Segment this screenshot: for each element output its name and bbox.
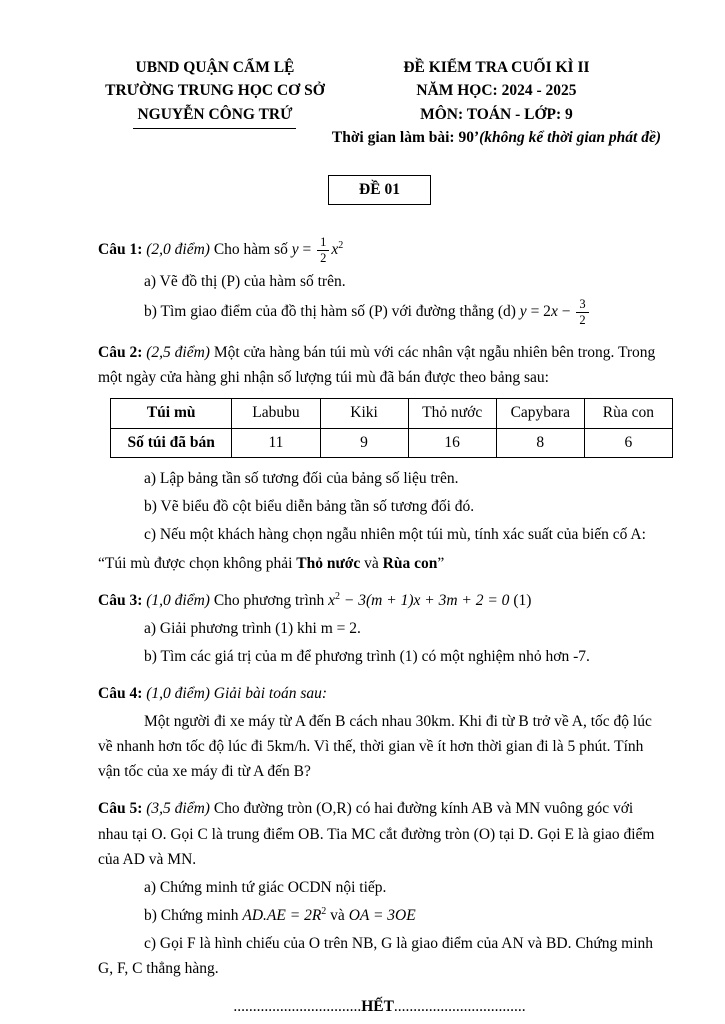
q2-part-c: c) Nếu một khách hàng chọn ngẫu nhiên một túi mù, tính xác suất của biến cố A: xyxy=(144,526,646,544)
fraction-denominator: 2 xyxy=(320,251,327,265)
q5-part-b-text: b) Chứng minh xyxy=(144,906,239,924)
q2-points: (2,5 điểm) xyxy=(146,344,210,362)
school-name xyxy=(98,103,332,129)
exam-title: ĐỀ KIỂM TRA CUỐI KÌ II xyxy=(403,59,590,76)
footer-dots-right: .................................. xyxy=(393,998,526,1016)
table-data-row xyxy=(111,428,673,457)
school-authority: UBND QUẬN CẨM LỆ xyxy=(135,59,295,76)
q1-points: (2,0 điểm) xyxy=(146,241,210,259)
q4-points-intro: (1,0 điểm) Giải bài toán sau: xyxy=(146,685,328,703)
table-value-cell: 8 xyxy=(496,428,584,457)
table-header-row xyxy=(111,399,673,428)
fraction-denominator: 2 xyxy=(579,313,586,328)
table-value-cell: 11 xyxy=(232,428,320,457)
table-value-cell: 6 xyxy=(584,428,672,457)
q3-math-expression: − 3(m + 1)x + 3m + 2 = 0 xyxy=(343,591,510,609)
q3-math-var: x xyxy=(328,591,336,609)
q1-part-b-text: b) Tìm giao điểm của đồ thị hàm số (P) với đường thẳng (d) xyxy=(144,303,516,321)
fraction-numerator: 1 xyxy=(317,235,329,251)
question-2 xyxy=(98,340,661,390)
q3-math-exponent: 2 xyxy=(335,590,341,602)
question-5 xyxy=(98,796,661,871)
school-block xyxy=(98,56,332,149)
footer-end-line xyxy=(98,995,661,1020)
q3-part-a: a) Giải phương trình (1) khi m = 2. xyxy=(144,619,361,637)
q5-part-b xyxy=(98,903,661,928)
q1-math-x: x xyxy=(331,241,339,259)
q2-label: Câu 2: xyxy=(98,344,143,362)
q3-points: (1,0 điểm) xyxy=(146,591,210,609)
question-4 xyxy=(98,681,661,706)
q2-part-c-quote xyxy=(98,551,661,576)
question-1 xyxy=(98,235,661,266)
q1b-math-x: x xyxy=(550,303,558,321)
q3-equation-tag: (1) xyxy=(513,591,532,609)
table-header-cell: Labubu xyxy=(232,399,320,428)
exam-duration-line xyxy=(332,126,661,149)
q1-part-b xyxy=(98,297,661,328)
q2-intro: Một cửa hàng bán túi mù với các nhân vật ngẫu nhiên bên trong. Trong một ngày cửa hàng ghi nhận số lượng túi mù đã bán được theo bảng sau: xyxy=(98,344,656,387)
table-value-cell: 16 xyxy=(408,428,496,457)
q5-points: (3,5 điểm) xyxy=(146,800,210,818)
q3-label: Câu 3: xyxy=(98,591,143,609)
fraction-three-halves xyxy=(576,297,588,328)
q1-label: Câu 1: xyxy=(98,241,143,259)
bag-sales-table xyxy=(110,398,673,458)
q1-math-exponent: 2 xyxy=(338,239,344,251)
fraction-numerator: 3 xyxy=(576,297,588,313)
school-name-text: NGUYỄN CÔNG TRỨ xyxy=(133,103,296,129)
quote-start: “Túi mù được chọn không phải xyxy=(98,554,297,572)
question-3 xyxy=(98,588,661,613)
footer-het: HẾT xyxy=(361,998,394,1016)
q5-part-b-and: và xyxy=(330,906,345,924)
q5-math-1: AD.AE = 2R xyxy=(242,906,322,924)
q1-part-a: a) Vẽ đồ thị (P) của hàm số trên. xyxy=(144,273,346,290)
quote-end: ” xyxy=(437,554,445,572)
q1b-math-minus: − xyxy=(561,303,571,321)
table-header-cell: Capybara xyxy=(496,399,584,428)
q1b-math-eq: = 2 xyxy=(530,303,551,321)
q1-intro: Cho hàm số xyxy=(213,241,288,259)
exam-duration-note: (không kể thời gian phát đề) xyxy=(479,128,661,146)
exam-header xyxy=(98,56,661,149)
q2-part-b: b) Vẽ biểu đồ cột biểu diễn bảng tần số tương đối đó. xyxy=(144,498,475,516)
q4-body: Một người đi xe máy từ A đến B cách nhau 30km. Khi đi từ B trở về A, tốc độ lúc về nhanh hơn tốc độ lúc đi 5km/h. Vì thế, thời gian về ít hơn thời gian đi là 5 phút. Tính vận tốc của xe máy đi từ A đến B? xyxy=(98,713,652,781)
fraction-one-half xyxy=(317,235,329,266)
quote-mid: và xyxy=(360,554,383,572)
table-value-cell: 9 xyxy=(320,428,408,457)
footer-dots-left: ................................. xyxy=(233,998,362,1016)
q5-math-1-exponent: 2 xyxy=(321,905,327,917)
q5-intro: Cho đường tròn (O,R) có hai đường kính AB và MN vuông góc với nhau tại O. Gọi C là trung điểm OB. Tia MC cắt đường tròn (O) tại D. Gọi E là giao điểm của AD và MN. xyxy=(98,800,655,868)
exam-duration: Thời gian làm bài: 90’ xyxy=(331,128,480,146)
q1-math-eq: = xyxy=(302,241,312,259)
exam-info-block xyxy=(332,56,661,149)
table-header-cell: Kiki xyxy=(320,399,408,428)
exam-year: NĂM HỌC: 2024 - 2025 xyxy=(416,82,577,100)
table-header-cell: Túi mù xyxy=(111,399,232,428)
exam-code-box: ĐỀ 01 xyxy=(328,175,431,205)
q4-label: Câu 4: xyxy=(98,685,143,703)
q3-intro: Cho phương trình xyxy=(213,591,325,609)
q5-part-c: c) Gọi F là hình chiếu của O trên NB, G là giao điểm của AN và BD. Chứng minh G, F, C thẳng hàng. xyxy=(98,935,654,978)
exam-code-wrap xyxy=(98,175,661,205)
quote-bold-1: Thỏ nước xyxy=(296,554,361,572)
q5-math-2: OA = 3OE xyxy=(348,906,416,924)
q2-part-a: a) Lập bảng tần số tương đối của bảng số liệu trên. xyxy=(144,470,459,488)
table-header-cell: Rùa con xyxy=(584,399,672,428)
exam-subject: MÔN: TOÁN - LỚP: 9 xyxy=(420,105,573,123)
q5-part-a: a) Chứng minh tứ giác OCDN nội tiếp. xyxy=(144,878,387,896)
q1b-math-y: y xyxy=(519,303,527,321)
school-type: TRƯỜNG TRUNG HỌC CƠ SỞ xyxy=(105,82,325,100)
table-header-cell: Thỏ nước xyxy=(408,399,496,428)
q3-part-b: b) Tìm các giá trị của m để phương trình (1) có một nghiệm nhỏ hơn -7. xyxy=(144,647,590,665)
q5-label: Câu 5: xyxy=(98,800,143,818)
table-row-label: Số túi đã bán xyxy=(111,428,232,457)
q1-math-y: y xyxy=(291,241,299,259)
quote-bold-2: Rùa con xyxy=(382,554,438,572)
